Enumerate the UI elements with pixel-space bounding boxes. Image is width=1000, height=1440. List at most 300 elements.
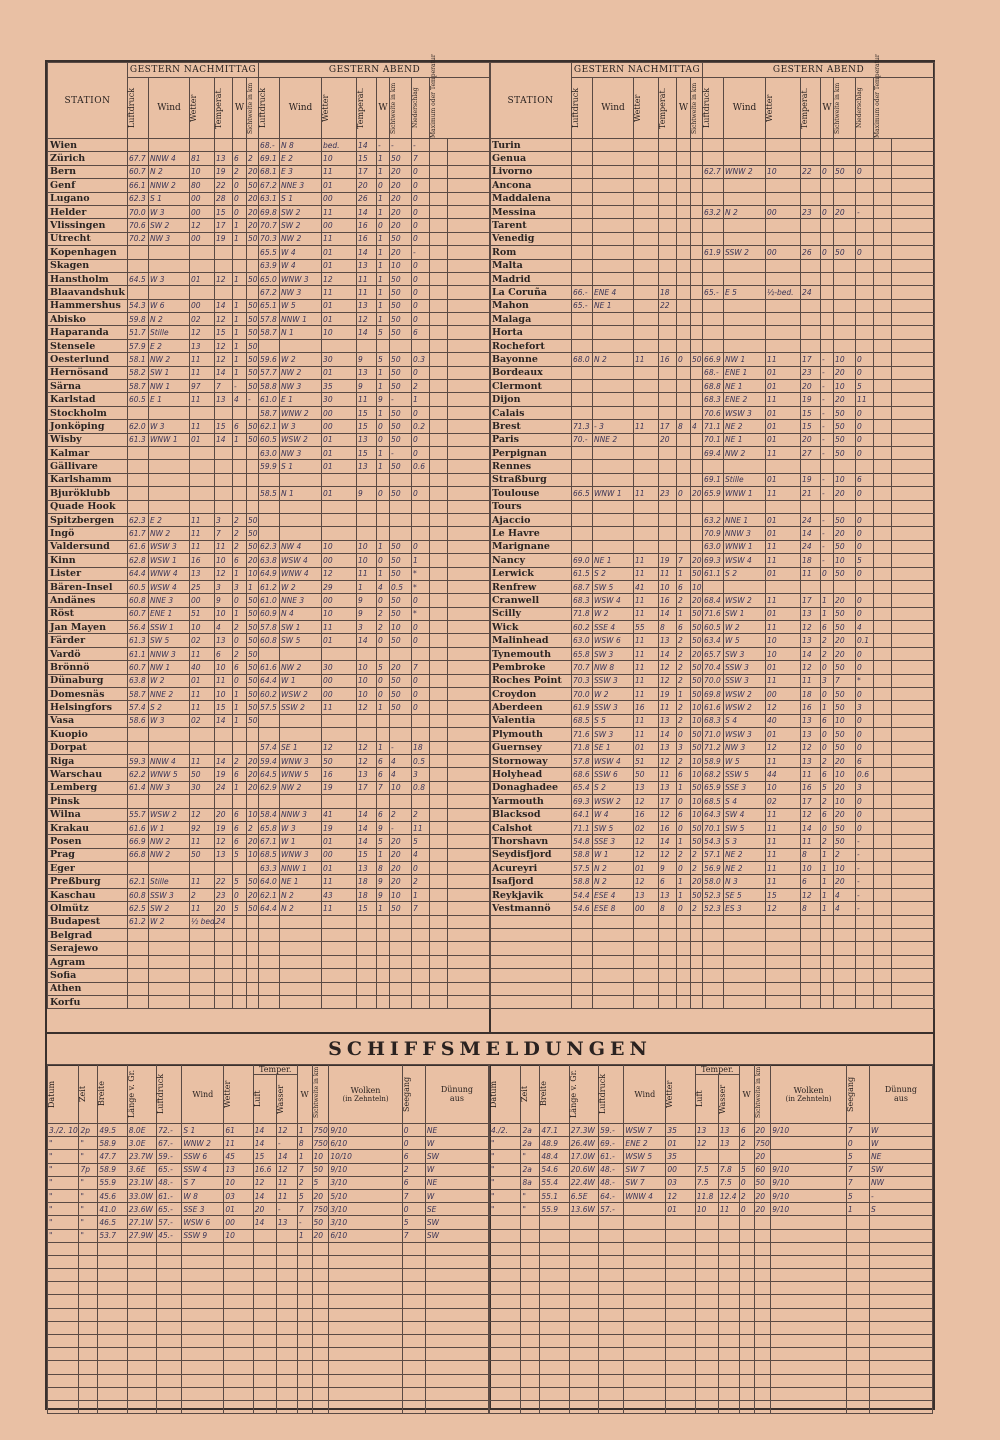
value-cell: 0: [821, 246, 834, 259]
value-cell: [766, 232, 801, 245]
value-cell: [390, 500, 412, 513]
ship-cell: [569, 1269, 598, 1282]
value-cell: [593, 527, 634, 540]
value-cell: 2: [677, 754, 691, 767]
station-row: [490, 795, 935, 808]
value-cell: 10: [247, 567, 259, 580]
value-cell: 19: [322, 821, 357, 834]
value-cell: 20: [834, 754, 856, 767]
ship-cell: SSE 3: [182, 1203, 224, 1216]
value-cell: 20: [215, 808, 233, 821]
ship-cell: WSW 5: [624, 1150, 666, 1163]
value-cell: 50: [691, 741, 703, 754]
ship-cell: NW: [869, 1176, 932, 1189]
value-cell: 50: [834, 513, 856, 526]
value-cell: [834, 139, 856, 152]
value-cell: [856, 929, 874, 942]
value-cell: [834, 339, 856, 352]
ship-cell: [771, 1282, 847, 1295]
ship-cell: 23.7W: [127, 1150, 156, 1163]
value-cell: [659, 540, 677, 553]
ship-cell: [182, 1308, 224, 1321]
value-cell: [892, 607, 935, 620]
ship-cell: [329, 1387, 402, 1400]
station-row: [490, 674, 935, 687]
value-cell: [892, 393, 935, 406]
value-cell: 50: [190, 768, 215, 781]
value-cell: 1: [233, 607, 247, 620]
station-name: Seydisfjord: [490, 848, 572, 861]
value-cell: [430, 594, 448, 607]
value-cell: [634, 232, 659, 245]
value-cell: [233, 862, 247, 875]
value-cell: 2: [821, 634, 834, 647]
value-cell: 50: [834, 567, 856, 580]
ship-row: [490, 1269, 933, 1282]
value-cell: 58.2: [128, 366, 149, 379]
value-cell: 6: [677, 808, 691, 821]
value-cell: [448, 580, 491, 593]
ship-cell: [771, 1361, 847, 1374]
ship-cell: [540, 1387, 569, 1400]
ship-cell: [157, 1400, 182, 1413]
value-cell: 59.8: [128, 313, 149, 326]
value-cell: 2: [233, 513, 247, 526]
value-cell: 01: [766, 420, 801, 433]
ship-cell: [79, 1387, 98, 1400]
value-cell: [874, 205, 892, 218]
ship-row: [490, 1348, 933, 1361]
value-cell: [634, 996, 659, 1009]
ship-cell: [127, 1269, 156, 1282]
value-cell: N 2: [593, 353, 634, 366]
value-cell: 50: [390, 366, 412, 379]
value-cell: 0: [377, 433, 390, 446]
ship-cell: 3/10: [329, 1176, 402, 1189]
value-cell: [691, 955, 703, 968]
value-cell: [821, 326, 834, 339]
weather-table-right: [489, 54, 933, 1032]
value-cell: W 3: [149, 272, 190, 285]
value-cell: 19: [215, 232, 233, 245]
ship-cell: [569, 1400, 598, 1413]
value-cell: [892, 795, 935, 808]
value-cell: [190, 246, 215, 259]
value-cell: 0.6: [412, 460, 430, 473]
ship-cell: 48.-: [157, 1176, 182, 1189]
ship-cell: 64.-: [599, 1189, 624, 1202]
station-table-right: [489, 54, 935, 1009]
value-cell: SSE 3: [593, 835, 634, 848]
value-cell: 16: [659, 821, 677, 834]
col-w: W: [233, 78, 247, 139]
station-name: Stornoway: [490, 754, 572, 767]
value-cell: 0: [412, 674, 430, 687]
station-row: [490, 487, 935, 500]
value-cell: 10: [215, 661, 233, 674]
value-cell: [874, 433, 892, 446]
ship-cell: 14: [253, 1124, 276, 1137]
value-cell: 14: [659, 607, 677, 620]
value-cell: 16: [190, 554, 215, 567]
value-cell: 70.-: [572, 433, 593, 446]
value-cell: 0: [412, 259, 430, 272]
value-cell: N 3: [724, 875, 766, 888]
value-cell: 5: [377, 326, 390, 339]
station-row: [48, 955, 491, 968]
ship-cell: [540, 1282, 569, 1295]
value-cell: [856, 272, 874, 285]
station-row: [48, 888, 491, 901]
value-cell: [448, 339, 491, 352]
value-cell: 20: [390, 219, 412, 232]
value-cell: bed.: [322, 139, 357, 152]
value-cell: 9: [357, 594, 377, 607]
station-row: [48, 607, 491, 620]
station-name: Wilna: [48, 808, 128, 821]
value-cell: 50: [834, 835, 856, 848]
value-cell: [280, 795, 322, 808]
value-cell: N 1: [280, 326, 322, 339]
value-cell: 12: [766, 741, 801, 754]
station-row: [48, 795, 491, 808]
ship-cell: [490, 1387, 521, 1400]
value-cell: [448, 540, 491, 553]
station-row: [48, 326, 491, 339]
value-cell: 62.0: [128, 420, 149, 433]
ship-cell: 13.6W: [569, 1203, 598, 1216]
ship-cell: [599, 1348, 624, 1361]
value-cell: E 1: [280, 393, 322, 406]
value-cell: [128, 246, 149, 259]
station-name: Vestmannö: [490, 902, 572, 915]
value-cell: 10: [834, 768, 856, 781]
ship-cell: [253, 1321, 276, 1334]
ship-cell: [695, 1335, 718, 1348]
value-cell: 0: [677, 821, 691, 834]
station-name: Bayonne: [490, 353, 572, 366]
ship-cell: [540, 1335, 569, 1348]
value-cell: 20: [390, 179, 412, 192]
ship-cell: [771, 1229, 847, 1242]
ship-cell: [869, 1308, 932, 1321]
value-cell: [448, 754, 491, 767]
value-cell: 62.1: [259, 420, 280, 433]
ship-cell: [569, 1308, 598, 1321]
value-cell: [634, 540, 659, 553]
value-cell: 65.9: [703, 487, 724, 500]
value-cell: 23: [801, 205, 821, 218]
value-cell: 20: [247, 165, 259, 178]
value-cell: [874, 647, 892, 660]
value-cell: 61.7: [128, 527, 149, 540]
value-cell: [572, 393, 593, 406]
value-cell: 10: [691, 701, 703, 714]
ship-cell: WSW 7: [624, 1124, 666, 1137]
value-cell: 0.2: [412, 420, 430, 433]
ship-cell: [253, 1255, 276, 1268]
value-cell: S 4: [724, 795, 766, 808]
ship-cell: 12: [666, 1189, 695, 1202]
col-zeit-right: Zeit: [520, 1085, 530, 1103]
ship-cell: [846, 1269, 869, 1282]
col-wetter-evening: Wetter: [321, 94, 331, 122]
station-row: [48, 179, 491, 192]
value-cell: [634, 500, 659, 513]
value-cell: 50: [247, 313, 259, 326]
value-cell: 13: [357, 433, 377, 446]
value-cell: SW 5: [724, 821, 766, 834]
value-cell: 2: [821, 795, 834, 808]
value-cell: 01: [766, 661, 801, 674]
value-cell: 63.0: [572, 634, 593, 647]
value-cell: [834, 259, 856, 272]
ship-cell: 27.3W: [569, 1124, 598, 1137]
value-cell: [280, 500, 322, 513]
value-cell: [834, 179, 856, 192]
value-cell: 9: [377, 393, 390, 406]
value-cell: 13: [357, 299, 377, 312]
value-cell: 00: [190, 594, 215, 607]
value-cell: 58.8: [259, 380, 280, 393]
value-cell: 0: [412, 406, 430, 419]
value-cell: [190, 460, 215, 473]
value-cell: 58.0: [703, 875, 724, 888]
station-row: [490, 286, 935, 299]
value-cell: [280, 982, 322, 995]
ship-cell: [297, 1295, 312, 1308]
value-cell: [448, 326, 491, 339]
value-cell: [149, 473, 190, 486]
value-cell: 17: [215, 219, 233, 232]
station-name: Madrid: [490, 272, 572, 285]
value-cell: SW 3: [593, 728, 634, 741]
ship-cell: [869, 1361, 932, 1374]
ship-cell: 3/10: [329, 1216, 402, 1229]
value-cell: [412, 942, 430, 955]
value-cell: [691, 446, 703, 459]
value-cell: [233, 969, 247, 982]
value-cell: 11: [190, 902, 215, 915]
value-cell: 1: [233, 313, 247, 326]
value-cell: 0: [856, 728, 874, 741]
value-cell: [430, 527, 448, 540]
value-cell: 13: [801, 607, 821, 620]
value-cell: [677, 139, 691, 152]
value-cell: [834, 969, 856, 982]
station-name: Skagen: [48, 259, 128, 272]
value-cell: 1: [233, 366, 247, 379]
value-cell: [247, 915, 259, 928]
value-cell: [190, 862, 215, 875]
station-name: Reykjavik: [490, 888, 572, 901]
value-cell: [874, 219, 892, 232]
ship-cell: 03: [224, 1189, 253, 1202]
value-cell: [190, 741, 215, 754]
value-cell: [659, 139, 677, 152]
station-name: Rennes: [490, 460, 572, 473]
value-cell: 10: [390, 621, 412, 634]
value-cell: 50: [691, 607, 703, 620]
value-cell: [659, 165, 677, 178]
value-cell: [659, 152, 677, 165]
value-cell: 50: [247, 688, 259, 701]
value-cell: [448, 139, 491, 152]
value-cell: [703, 969, 724, 982]
value-cell: [190, 728, 215, 741]
ship-cell: [846, 1308, 869, 1321]
ship-cell: 20: [312, 1189, 329, 1202]
value-cell: [448, 554, 491, 567]
value-cell: 01: [766, 527, 801, 540]
value-cell: 63.8: [259, 554, 280, 567]
value-cell: 12: [322, 741, 357, 754]
value-cell: [892, 714, 935, 727]
value-cell: 61.0: [259, 393, 280, 406]
value-cell: [448, 621, 491, 634]
ship-cell: [540, 1308, 569, 1321]
value-cell: 01: [766, 366, 801, 379]
value-cell: 0: [856, 487, 874, 500]
value-cell: [448, 955, 491, 968]
value-cell: 0: [412, 272, 430, 285]
col-temperat-right: Temperat.: [658, 87, 667, 129]
value-cell: [215, 942, 233, 955]
value-cell: 11: [801, 567, 821, 580]
value-cell: 10: [215, 688, 233, 701]
value-cell: 59.3: [128, 754, 149, 767]
value-cell: 10: [691, 754, 703, 767]
value-cell: 8: [659, 621, 677, 634]
ship-cell: [276, 1255, 297, 1268]
value-cell: 6: [677, 580, 691, 593]
ship-row: [490, 1137, 933, 1150]
value-cell: 41: [322, 808, 357, 821]
ship-cell: [869, 1282, 932, 1295]
value-cell: 2: [834, 848, 856, 861]
value-cell: [801, 179, 821, 192]
value-cell: W 4: [280, 259, 322, 272]
value-cell: [448, 875, 491, 888]
value-cell: 58.8: [572, 848, 593, 861]
value-cell: 9: [377, 821, 390, 834]
value-cell: 2: [233, 527, 247, 540]
ship-cell: [98, 1348, 127, 1361]
value-cell: 2: [677, 594, 691, 607]
station-name: [490, 969, 572, 982]
station-row: [48, 339, 491, 352]
ship-cell: [425, 1269, 488, 1282]
value-cell: [659, 205, 677, 218]
ship-cell: WNW 2: [182, 1137, 224, 1150]
value-cell: 30: [322, 661, 357, 674]
value-cell: 0: [856, 647, 874, 660]
value-cell: [821, 219, 834, 232]
value-cell: [892, 634, 935, 647]
station-name: Brönnö: [48, 661, 128, 674]
value-cell: [659, 339, 677, 352]
station-name: [490, 982, 572, 995]
value-cell: 1: [821, 875, 834, 888]
value-cell: SW 2: [149, 902, 190, 915]
value-cell: [430, 621, 448, 634]
value-cell: [874, 232, 892, 245]
ship-cell: [718, 1335, 739, 1348]
ship-cell: [869, 1255, 932, 1268]
value-cell: 6: [412, 326, 430, 339]
value-cell: 60.5: [703, 621, 724, 634]
value-cell: -: [390, 821, 412, 834]
ship-cell: [127, 1335, 156, 1348]
value-cell: [448, 701, 491, 714]
value-cell: 11: [766, 835, 801, 848]
ship-cell: 59.-: [157, 1150, 182, 1163]
value-cell: 11: [766, 754, 801, 767]
value-cell: [259, 996, 280, 1009]
ship-cell: [754, 1374, 771, 1387]
value-cell: 10: [766, 165, 801, 178]
station-name: Kalmar: [48, 446, 128, 459]
value-cell: [593, 313, 634, 326]
value-cell: [691, 527, 703, 540]
value-cell: [834, 232, 856, 245]
value-cell: 11: [357, 272, 377, 285]
ship-cell: -: [297, 1216, 312, 1229]
ship-cell: 53.7: [98, 1229, 127, 1242]
value-cell: 4: [390, 768, 412, 781]
value-cell: [874, 380, 892, 393]
station-name: Jonköping: [48, 420, 128, 433]
value-cell: [874, 634, 892, 647]
ship-cell: [253, 1229, 276, 1242]
value-cell: [892, 420, 935, 433]
value-cell: 11: [659, 768, 677, 781]
value-cell: 58.5: [259, 487, 280, 500]
value-cell: [149, 406, 190, 419]
value-cell: 24: [801, 286, 821, 299]
value-cell: [572, 446, 593, 459]
value-cell: 0: [856, 406, 874, 419]
value-cell: 63.0: [703, 540, 724, 553]
value-cell: 0: [233, 634, 247, 647]
ship-cell: 45: [224, 1150, 253, 1163]
value-cell: [856, 996, 874, 1009]
value-cell: [874, 714, 892, 727]
value-cell: 0.1: [856, 634, 874, 647]
value-cell: 11: [766, 621, 801, 634]
value-cell: [856, 326, 874, 339]
value-cell: WSW 2: [149, 808, 190, 821]
value-cell: [892, 580, 935, 593]
value-cell: WNW 1: [149, 433, 190, 446]
value-cell: 01: [322, 366, 357, 379]
station-name: Rom: [490, 246, 572, 259]
value-cell: 70.0: [572, 688, 593, 701]
value-cell: [280, 929, 322, 942]
ship-cell: [540, 1269, 569, 1282]
station-name: Valentia: [490, 714, 572, 727]
ship-cell: S 7: [182, 1176, 224, 1189]
col-duenung: Dünung: [440, 1085, 474, 1094]
value-cell: 1: [377, 741, 390, 754]
station-row: [48, 527, 491, 540]
ship-cell: [666, 1216, 695, 1229]
ship-cell: 13: [718, 1124, 739, 1137]
value-cell: [149, 942, 190, 955]
value-cell: [233, 406, 247, 419]
value-cell: [430, 326, 448, 339]
value-cell: 0: [377, 674, 390, 687]
